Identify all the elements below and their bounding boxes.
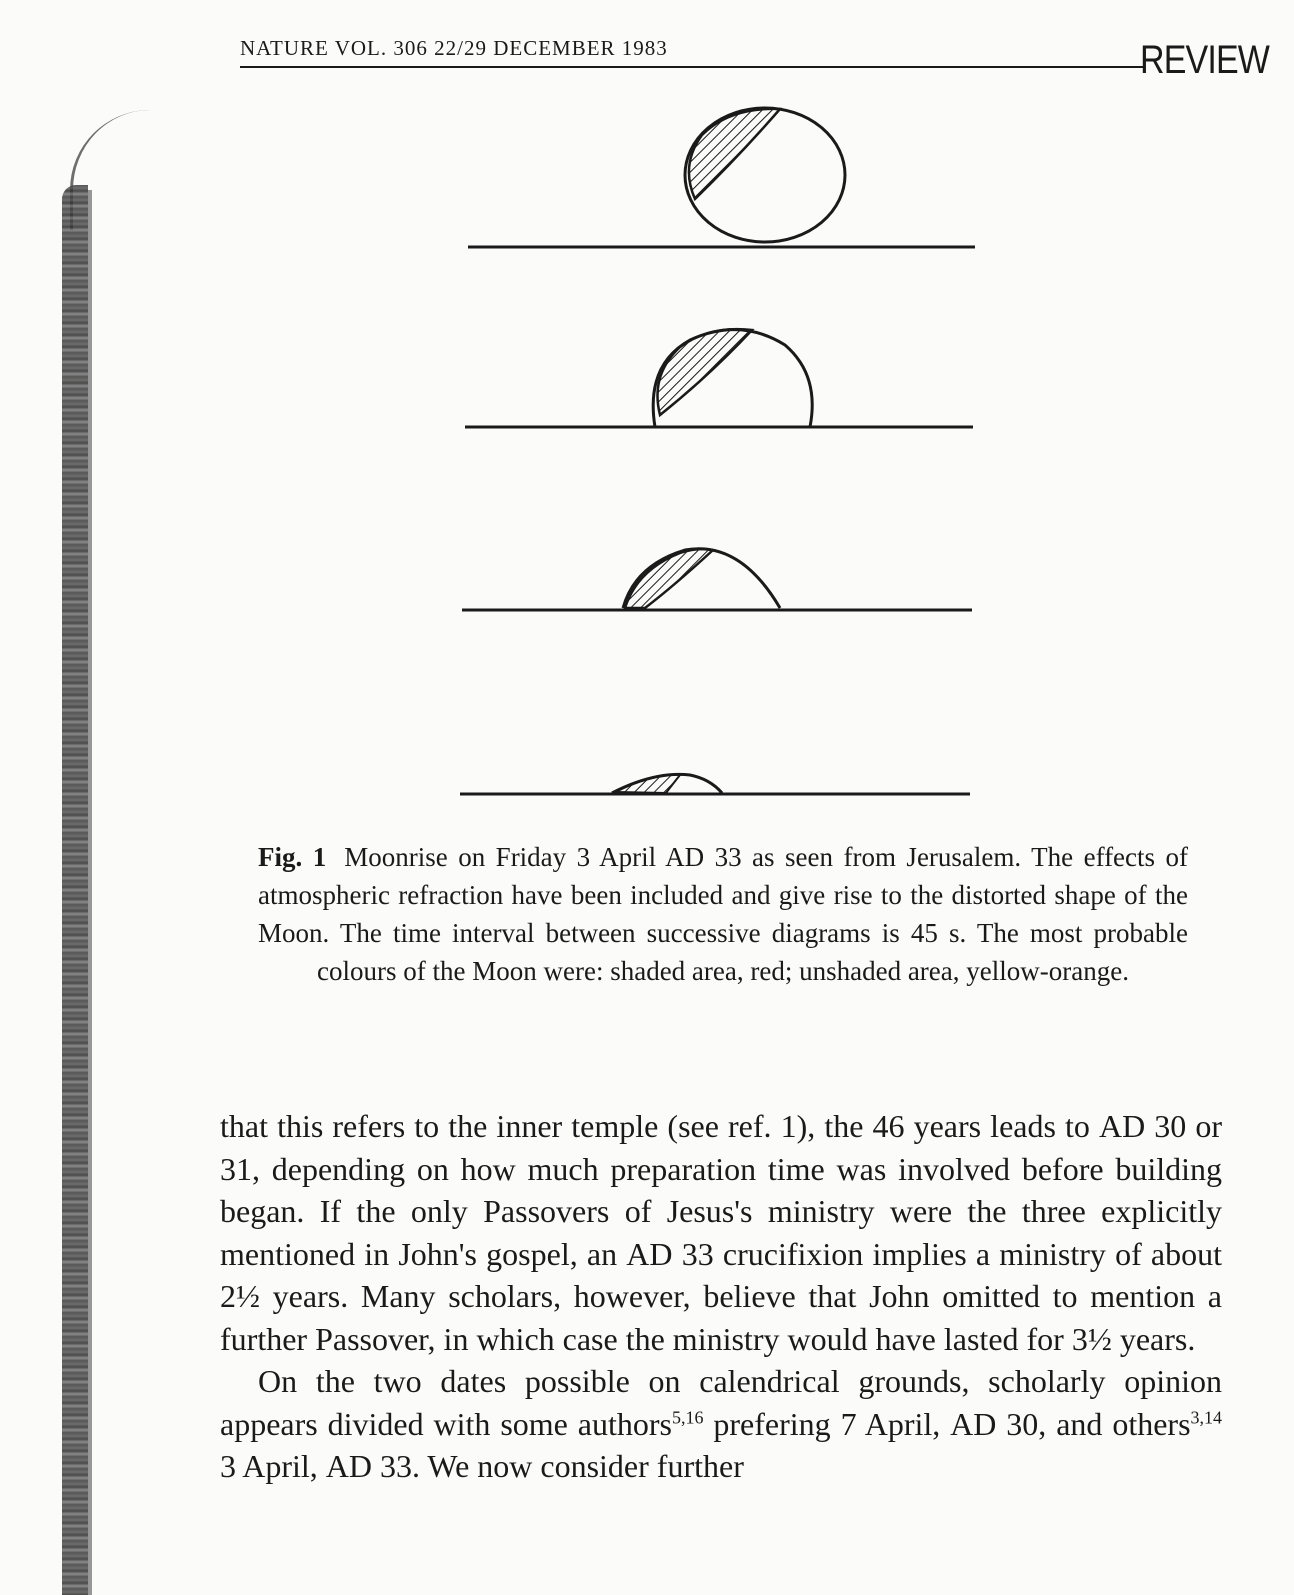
- moon-shaded-area: [616, 775, 680, 793]
- moon-stage-4: [460, 774, 970, 794]
- text-run: 30 or 31, depending on how much preparation time was involved before building began. If the only Passovers of Jesus's ministry were the three explicitly mentioned in John's gospel, an: [220, 1108, 1222, 1272]
- moon-shaded-area: [658, 329, 753, 415]
- moon-stage-1: [468, 108, 975, 247]
- era-abbrev: AD: [626, 1235, 673, 1272]
- reference-superscript: 5,16: [671, 1406, 704, 1427]
- era-abbrev: AD: [950, 1405, 997, 1442]
- moon-stage-3: [462, 549, 972, 610]
- figure-label: Fig. 1: [258, 842, 327, 872]
- moonrise-diagram: [440, 95, 1000, 815]
- figure-moonrise: [440, 95, 1000, 815]
- text-run: that this refers to the inner temple (see ref. 1), the 46 years leads to: [220, 1108, 1099, 1144]
- body-paragraph-2: [220, 1360, 1222, 1488]
- era-abbrev: AD: [1098, 1108, 1146, 1144]
- header-rule: [240, 66, 1145, 68]
- article-body: [220, 1105, 1222, 1488]
- scan-binding-edge: [88, 190, 92, 1595]
- moon-stage-2: [465, 329, 973, 427]
- journal-citation: NATURE VOL. 306 22/29 DECEMBER 1983: [240, 36, 668, 60]
- scan-binding-shadow: [62, 185, 88, 1595]
- era-abbrev: AD: [325, 1448, 372, 1484]
- running-header: [240, 30, 1294, 80]
- body-paragraph-1: [220, 1105, 1222, 1360]
- text-run: On the two dates possible on calendrical grounds, scholarly opinion appears divided with some authors: [220, 1363, 1222, 1442]
- text-run: 30, and others: [996, 1405, 1191, 1442]
- figure-caption: [258, 838, 1188, 990]
- moon-shaded-area: [689, 109, 780, 199]
- text-run: 33. We now consider further: [372, 1448, 744, 1484]
- text-run: prefering 7 April,: [703, 1405, 951, 1442]
- figure-caption-text: Moonrise on Friday 3 April AD 33 as seen from Jerusalem. The effects of atmospheric refraction have been included and give rise to the distorted shape of the Moon. The time interval between successive diagrams is 45 s. The most probable colours of the Moon were: shaded area, red; unshaded area, yellow-orange.: [258, 842, 1189, 986]
- text-run: 3 April,: [220, 1448, 326, 1484]
- section-label: REVIEW: [1140, 38, 1270, 82]
- text-run: 33 crucifixion implies a ministry of about 2½ years. Many scholars, however, believe that John omitted to mention a further Passover, in which case the ministry would have lasted for 3½ years.: [220, 1235, 1223, 1357]
- reference-superscript: 3,14: [1190, 1406, 1223, 1427]
